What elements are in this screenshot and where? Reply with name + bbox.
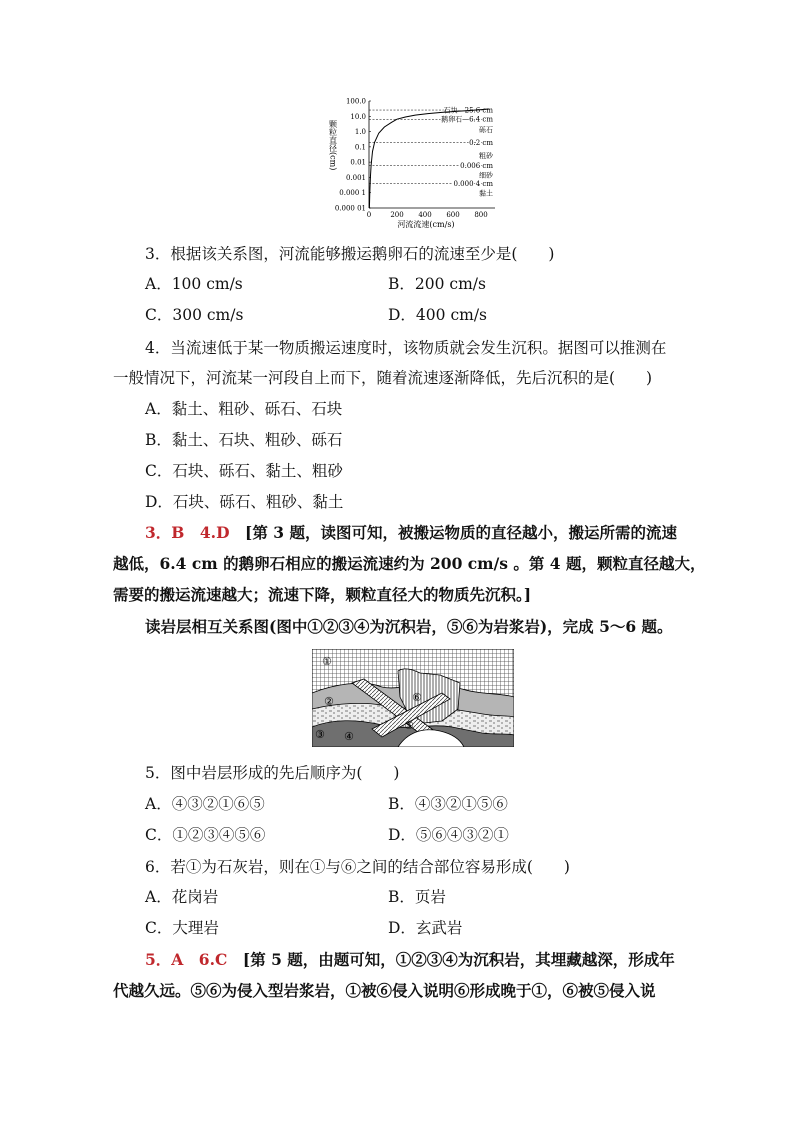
y-tick-label: 0.01: [350, 158, 366, 167]
q3-option-d: D．400 cm/s: [388, 306, 487, 324]
y-tick-label: 1.0: [354, 128, 366, 137]
label-2: ②: [324, 695, 334, 708]
q3-option-a: A．100 cm/s: [145, 275, 243, 293]
q4-option-d: D．石块、砾石、粗砂、黏土: [145, 493, 344, 511]
x-tick-label: 400: [418, 211, 432, 219]
threshold-lines: [369, 106, 494, 198]
velocity-curve: [369, 109, 489, 208]
answer-3-4-line3: 需要的搬运流速越大；流速下降，颗粒直径大的物质先沉积。]: [113, 585, 532, 604]
answer-3-4-text1: [第 3 题，读图可知，被搬运物质的直径越小，搬运所需的流速: [245, 523, 677, 542]
threshold-label: 0.006 cm: [460, 162, 493, 171]
y-axis-label: 颗粒直径(cm): [328, 120, 338, 171]
threshold-label: 0.000 4 cm: [453, 180, 493, 189]
q5-stem: 5．图中岩层形成的先后顺序为( ): [145, 764, 400, 782]
threshold-label: 粗砂: [479, 151, 493, 160]
x-axis-label: 河流流速(cm/s): [397, 220, 455, 229]
y-tick-labels: [335, 98, 371, 213]
q4-option-a: A．黏土、粗砂、砾石、石块: [145, 400, 343, 418]
rock-strata-diagram: [312, 649, 514, 747]
threshold-label: 石块—25.6 cm: [443, 106, 493, 115]
threshold-label: 砾石: [479, 125, 493, 134]
q3-option-b: B．200 cm/s: [388, 275, 486, 293]
answer-3-4-line2: 越低，6.4 cm 的鹅卵石相应的搬运流速约为 200 cm/s 。第 4 题，颗粒直径越大，: [113, 554, 706, 573]
y-tick-label: 0.1: [354, 143, 366, 152]
q6-option-b: B．页岩: [388, 888, 446, 906]
q5-option-b: B．④③②①⑤⑥: [388, 795, 508, 813]
label-1: ①: [322, 655, 332, 668]
label-5: ⑤: [404, 719, 414, 732]
threshold-label: 0.2 cm: [469, 138, 493, 147]
x-tick-label: 600: [446, 211, 460, 219]
y-tick-label: 0.001: [345, 173, 366, 182]
answer-5-6-line1: [145, 950, 675, 970]
threshold-label: 鹅卵石—6.4 cm: [441, 115, 493, 124]
x-tick-labels: [367, 211, 488, 219]
y-tick-label: 0.000 1: [339, 189, 366, 198]
answer-key-5-6: 5．A 6.C: [145, 950, 228, 969]
intro-5-6: 读岩层相互关系图(图中①②③④为沉积岩，⑤⑥为岩浆岩)，完成 5～6 题。: [145, 617, 673, 636]
velocity-diameter-chart: [325, 94, 505, 232]
q3-stem: 3．根据该关系图，河流能够搬运鹅卵石的流速至少是( ): [145, 245, 555, 263]
q6-option-c: C．大理岩: [145, 919, 219, 937]
x-tick-label: 800: [474, 211, 488, 219]
q4-option-c: C．石块、砾石、黏土、粗砂: [145, 462, 343, 480]
answer-3-4-line1: [145, 523, 677, 543]
threshold-label: 黏土: [479, 189, 493, 198]
answer-5-6-line2: 代越久远。⑤⑥为侵入型岩浆岩，①被⑥侵入说明⑥形成晚于①，⑥被⑤侵入说: [113, 981, 656, 1000]
y-tick-label: 10.0: [350, 112, 366, 121]
q5-option-c: C．①②③④⑤⑥: [145, 826, 266, 844]
label-4: ④: [344, 730, 354, 743]
q4-option-b: B．黏土、石块、粗砂、砾石: [145, 431, 343, 449]
q6-option-d: D．玄武岩: [388, 919, 463, 937]
q3-option-c: C．300 cm/s: [145, 306, 244, 324]
answer-5-6-text1: [第 5 题，由题可知，①②③④为沉积岩，其埋藏越深，形成年: [242, 950, 675, 969]
x-tick-label: 0: [366, 211, 372, 219]
y-tick-label: 100.0: [345, 97, 366, 106]
y-tick-label: 0.000 01: [334, 204, 366, 213]
q4-stem-line2: 一般情况下，河流某一河段自上而下，随着流速逐渐降低，先后沉积的是( ): [113, 369, 653, 387]
q5-option-d: D．⑤⑥④③②①: [388, 826, 509, 844]
label-3: ③: [315, 728, 325, 741]
label-6: ⑥: [412, 691, 422, 704]
x-tick-label: 200: [390, 211, 404, 219]
q6-option-a: A．花岗岩: [145, 888, 219, 906]
answer-key-3-4: 3．B 4.D: [145, 523, 230, 542]
q5-option-a: A．④③②①⑥⑤: [145, 795, 265, 813]
threshold-label: 细砂: [479, 171, 493, 180]
q6-stem: 6．若①为石灰岩，则在①与⑥之间的结合部位容易形成( ): [145, 858, 570, 876]
q4-stem-line1: 4．当流速低于某一物质搬运速度时，该物质就会发生沉积。据图可以推测在: [145, 339, 667, 357]
